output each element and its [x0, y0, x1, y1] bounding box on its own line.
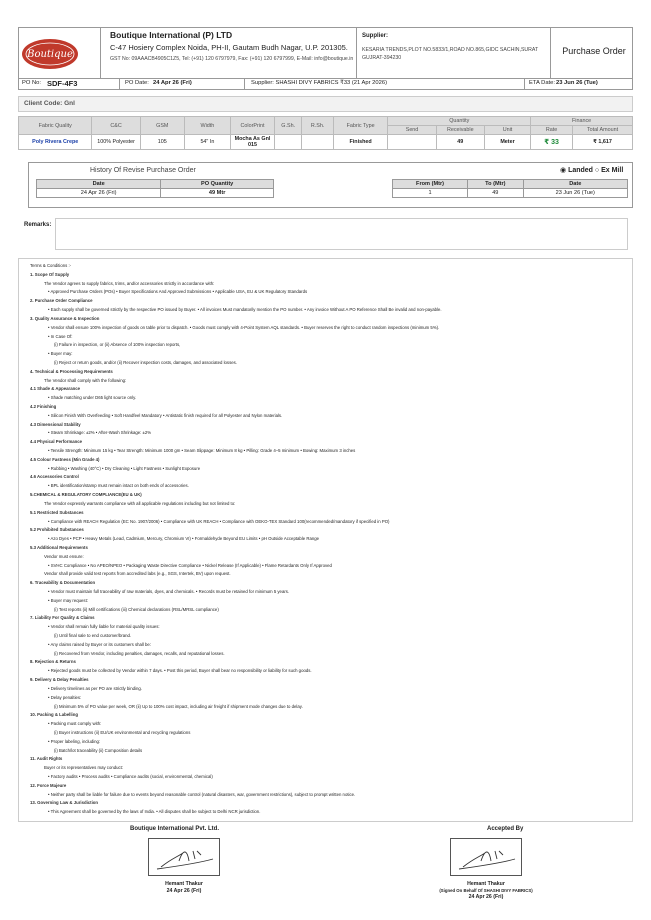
logo-text: Boutique: [27, 49, 73, 60]
header-divider: [550, 27, 551, 79]
fabric-table: [18, 116, 633, 150]
company-name: Boutique International (P) LTD: [110, 30, 233, 40]
terms-line: • In Case Of:: [48, 333, 73, 339]
po-no-label: PO No:: [22, 80, 42, 86]
terms-line: Vendor shall provide valid test reports from accredited labs (e.g., SGS, Intertek, BV) upon request.: [44, 571, 231, 577]
po-strip: [18, 78, 633, 90]
terms-line: The Vendor shall comply with the following:: [44, 377, 127, 383]
terms-line: • Factory audits • Process audits • Compliance audits (social, environmental, chemical): [48, 774, 213, 779]
cell-cc: 100% Polyester: [92, 135, 140, 150]
col-header: Send: [388, 126, 436, 135]
terms-line: • Rubbing • Washing (40°C) • Dry Cleaning • Light Fastness • Sunlight Exposure: [48, 465, 201, 471]
cell-width: 54" In: [184, 135, 230, 150]
eta-date: 23 Jun 26 (Tue): [556, 80, 598, 86]
signatory-date: 24 Apr 26 (Fri): [166, 888, 202, 894]
col-header: Date: [523, 180, 627, 189]
po-date-label: PO Date:: [125, 80, 149, 86]
terms-line: 13. Governing Law & Jurisdiction: [30, 800, 99, 806]
acceptor-name: Hemant Thakur: [467, 881, 505, 887]
terms-line: • Rejected goods must be collected by Vendor within 7 days. • Post this period, Buyer shall bear no responsibility or liability for such goods.: [48, 668, 312, 674]
supplier-line: Supplier: SHASHI DIVY FABRICS ₹33 (21 Apr 2026): [251, 80, 388, 86]
terms-line: • Tensile Strength: Minimum 15 kg • Tear Strength: Minimum 1000 gm • Seam Slippage: Minimum 8 kg • Pilling: Grade 4–5 minimum • Bowing: Maximum 3 inches: [48, 448, 356, 453]
supplier-address: KESARIA TRENDS,PLOT NO.5833/1,ROAD NO.865,GIDC SACHIN,SURAT GUJRAT-394230: [362, 47, 539, 61]
col-header: Date: [37, 180, 161, 189]
accepted-by-label: Accepted By: [487, 826, 524, 832]
terms-line: • BPL identification/stamp must remain intact on both ends of accessories.: [48, 483, 189, 489]
cell-date: 24 Apr 26 (Fri): [37, 189, 161, 198]
cell-receivable: 49: [436, 135, 484, 150]
cell-gsm: 105: [140, 135, 184, 150]
client-code: Client Code: Gnl: [18, 96, 633, 112]
terms-line: 1. Scope Of Supply: [30, 271, 70, 277]
terms-line: • Buyer may:: [48, 351, 73, 357]
terms-line: • Vendor shall remain fully liable for material quality issues:: [48, 624, 160, 630]
terms-line: 4. Technical & Processing Requirements: [30, 368, 113, 374]
terms-line: • Shade matching under D65 light source only.: [48, 395, 137, 401]
header-divider: [100, 27, 101, 79]
cell-qty: 49 Mtr: [161, 189, 274, 198]
remarks-label: Remarks:: [24, 222, 52, 228]
terms-line: • Any claims raised by Buyer or its customers shall be:: [48, 641, 151, 647]
terms-line: • SVHC Compliance • No APEO/NPEO • Packaging Waste Directive Compliance • Nickel Release (If Applicable) • Flame Retardants Only If Approved: [48, 562, 332, 568]
terms-line: • Buyer may request:: [48, 597, 88, 603]
terms-line: • Azo Dyes • PCP • Heavy Metals (Lead, Cadmium, Mercury, Chromium VI) • Formaldehyde Beyond EU Limits • pH Outside Acceptable Range: [48, 536, 320, 542]
history-right-table: [392, 179, 628, 198]
finance-group-header: Finance: [531, 117, 633, 126]
col-header: GSM: [140, 117, 184, 135]
col-header: Rate: [531, 126, 573, 135]
terms-line: 4.3 Dimensional Stability: [30, 421, 81, 427]
terms-line: • Approved Purchase Orders (POs) • Buyer Specifications And Approved Submissions • Applicable USA, EU & UK Regulatory Standards: [48, 289, 308, 295]
terms-line: The Vendor expressly warrants compliance with all applicable regulations including but not limited to:: [44, 500, 236, 506]
document-title: Purchase Order: [562, 46, 626, 56]
col-header: To (Mtr): [468, 180, 523, 189]
terms-line: 4.1 Shade & Appearance: [30, 386, 80, 392]
terms-line: 3. Quality Assurance & Inspection: [30, 315, 100, 321]
col-header: Total Amount: [573, 126, 633, 135]
terms-line: (i) Recovered from Vendor, including penalties, damages, recalls, and reputational losses.: [54, 650, 225, 656]
col-header: ColorPrint: [230, 117, 274, 135]
terms-line: • Steam Shrinkage: ±2% • After-Wash Shrinkage: ±2%: [48, 430, 152, 436]
po-date: 24 Apr 26 (Fri): [153, 80, 192, 86]
delivery-basis: [560, 166, 623, 174]
company-address: C-47 Hosiery Complex Noida, PH-II, Gautam Budh Nagar, U.P. 201305.: [110, 43, 348, 52]
signature-image: [450, 838, 522, 876]
terms-line: 7. Liability For Quality & Claims: [30, 615, 95, 621]
po-number: SDF-4F3: [47, 79, 78, 88]
terms-line: 11. Audit Rights: [30, 756, 63, 762]
history-left-table: [36, 179, 274, 198]
col-header: From (Mtr): [393, 180, 468, 189]
cell-type: Finished: [333, 135, 388, 150]
terms-line: (i) Buyer instructions (ii) EU/UK environmental and recycling regulations: [54, 729, 191, 735]
terms-line: (i) Until final sale to end customer/brand.: [54, 633, 132, 638]
terms-line: (i) Batch/lot traceability (ii) Composition details: [54, 747, 143, 753]
terms-line: 9. Delivery & Delay Penalties: [30, 677, 89, 682]
col-header: C&C: [92, 117, 140, 135]
header-divider: [356, 27, 357, 79]
terms-line: Terms & Conditions :-: [30, 263, 72, 268]
eta-label: ETA Date:: [529, 80, 555, 86]
terms-line: • Vendor shall ensure 100% inspection of goods on table prior to dispatch. • Goods must comply with 4-Point System AQL standards. • Buyer reserves the right to conduct random inspections (minimum 5%).: [48, 324, 440, 330]
company-contact: GST No: 09AAACB4905C1Z5, Tel: (+91) 120 6797979, Fax: (+91) 120 6797999, E-Mail: info@boutique.in: [110, 56, 354, 62]
col-header: R.Sh.: [302, 117, 333, 135]
terms-line: • Vendor must maintain full traceability of raw materials, dyes, and chemicals. • Records must be retained for minimum 5 years.: [48, 589, 290, 594]
terms-line: 4.4 Physical Performance: [30, 439, 83, 445]
signature-image: [148, 838, 220, 876]
quantity-group-header: Quantity: [388, 117, 531, 126]
col-header: Receivable: [436, 126, 484, 135]
acceptor-date: 24 Apr 26 (Fri): [468, 894, 504, 900]
terms-line: 6. Traceability & Documentation: [30, 580, 96, 586]
terms-line: 5.1 Restricted Substances: [30, 509, 84, 515]
terms-line: 5.3 Additional Requirements: [30, 544, 88, 550]
cell-gsh: [275, 135, 302, 150]
terms-line: 8. Rejection & Returns: [30, 659, 76, 665]
terms-line: • Silicon Finish With Overfeeding • Soft Handfeel Mandatory • Antistatic finish required for all Polyester and Nylon materials.: [48, 412, 283, 418]
terms-line: 10. Packing & Labelling: [30, 712, 78, 718]
terms-line: • Proper labeling, including:: [48, 738, 101, 744]
landed-radio[interactable]: ◉ Landed: [560, 167, 593, 174]
cell-unit: Meter: [484, 135, 530, 150]
table-row: [37, 189, 274, 198]
terms-line: 4.5 Colour Fastness (Min Grade 4): [30, 456, 100, 462]
terms-line: • This Agreement shall be governed by the laws of India. • All disputes shall be subject to Delhi NCR jurisdiction.: [48, 809, 261, 815]
cell-rsh: [302, 135, 333, 150]
ex-mill-radio[interactable]: ○ Ex Mill: [594, 167, 624, 174]
company-logo: [20, 36, 86, 72]
terms-line: The Vendor agrees to supply fabrics, trims, and/or accessories strictly in accordance with:: [44, 280, 215, 286]
col-header: G.Sh.: [275, 117, 302, 135]
col-header: Width: [184, 117, 230, 135]
supplier-label: Supplier:: [362, 33, 389, 39]
cell-quality: Poly Rivera Crepe: [19, 135, 92, 150]
remarks-field[interactable]: [55, 218, 628, 250]
terms-line: 4.2 Finishing: [30, 404, 57, 409]
col-header: Fabric Quality: [19, 117, 92, 135]
cell-from: 1: [393, 189, 468, 198]
terms-line: • Neither party shall be liable for failure due to events beyond reasonable control (natural disasters, war, government restrictions), subject to prompt written notice.: [48, 791, 356, 797]
terms-line: 5.2 Prohibited Substances: [30, 527, 84, 533]
cell-date: 23 Jun 26 (Tue): [523, 189, 627, 198]
cell-color: Mocha As Gnl 015: [230, 135, 274, 150]
cell-to: 49: [468, 189, 523, 198]
terms-line: • Packing must comply with:: [48, 721, 102, 727]
table-row: [393, 189, 628, 198]
history-title: History Of Revise Purchase Order: [90, 167, 196, 174]
terms-line: 2. Purchase Order Compliance: [30, 298, 93, 304]
terms-line: (i) Failure in inspection, or (ii) Absence of 100% inspection reports,: [54, 342, 181, 348]
terms-line: (i) Reject or return goods, and/or (ii) Recover inspection costs, damages, and associated losses.: [54, 359, 237, 365]
col-header: Fabric Type: [333, 117, 388, 135]
table-row: [19, 135, 633, 150]
signatory-name: Hemant Thakur: [165, 881, 203, 887]
terms-line: 12. Force Majeure: [30, 782, 67, 788]
terms-line: • Compliance with REACH Regulation (EC No. 1907/2006) • Compliance with UK REACH • Compliance with OEKO-TEX Standard 100(recommended/mandatory if specified in PO): [48, 518, 390, 524]
signatory-company: Boutique International Pvt. Ltd.: [130, 826, 219, 832]
terms-line: • Each supply shall be governed strictly by the respective PO issued by Buyer. • All invoices Must mandatorily mention the PO number. • Any invoice Without A PO Reference Shall Be invalid and non-payable.: [48, 307, 442, 312]
acceptor-sub: (Signed On Behalf Of SHASHI DIVY FABRICS): [439, 888, 533, 893]
terms-line: (i) Test reports (ii) Mill certifications (iii) Chemical declarations (RSL/MRSL compliance): [54, 606, 219, 612]
terms-line: Buyer or its representatives may conduct:: [44, 765, 124, 771]
terms-line: 4.6 Accessories Control: [30, 474, 79, 480]
terms-line: (i) Minimum 5% of PO value per week, OR (ii) Up to 100% cost impact, including air freight if shipment mode changes due to delay.: [54, 703, 303, 709]
cell-send: [388, 135, 436, 150]
terms-line: • Delay penalties:: [48, 694, 82, 700]
terms-line: Vendor must ensure:: [44, 553, 84, 559]
col-header: Unit: [484, 126, 530, 135]
terms-line: 5.CHEMICAL & REGULATORY COMPLIANCE(EU & UK): [30, 492, 142, 497]
cell-total: ₹ 1,617: [573, 135, 633, 150]
cell-rate: ₹ 33: [531, 135, 573, 150]
col-header: PO Quantity: [161, 180, 274, 189]
terms-line: • Delivery timelines as per PO are strictly binding.: [48, 685, 142, 691]
